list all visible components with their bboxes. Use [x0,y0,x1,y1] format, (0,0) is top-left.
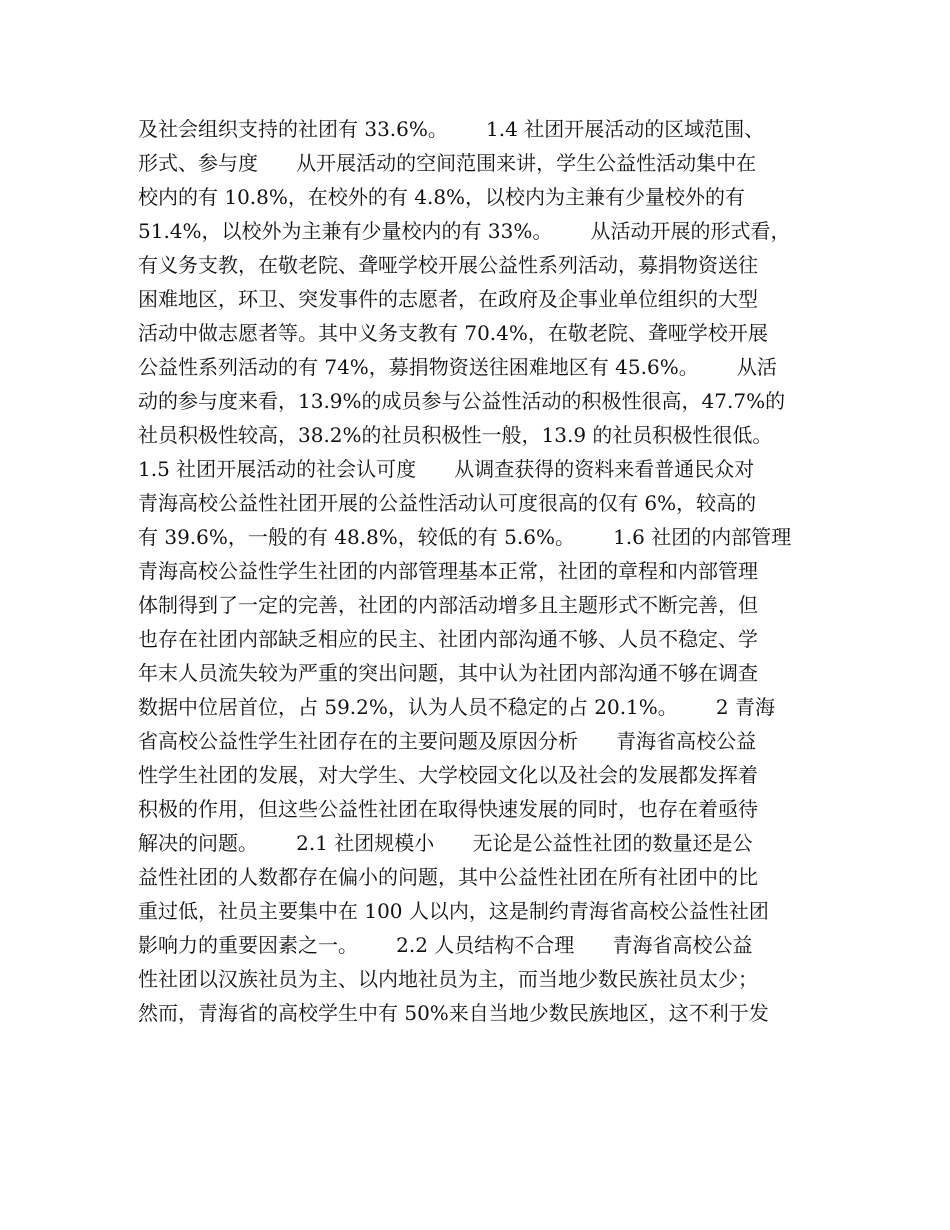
text-line: 动的参与度来看，13.9%的成员参与公益性活动的积极性很高，47.7%的 [138,389,786,413]
text-line: 重过低，社员主要集中在 100 人以内，这是制约青海省高校公益性社团 [138,899,769,923]
text-line: 青海高校公益性学生社团的内部管理基本正常，社团的章程和内部管理 [138,559,758,583]
text-line: 1.5 社团开展活动的社会认可度 从调查获得的资料来看普通民众对 [138,457,755,481]
text-line: 体制得到了一定的完善，社团的内部活动增多且主题形式不断完善，但 [138,593,758,617]
text-line: 形式、参与度 从开展活动的空间范围来讲，学生公益性活动集中在 [138,151,757,175]
text-line: 省高校公益性学生社团存在的主要问题及原因分析 青海省高校公益 [138,729,757,753]
text-line: 公益性系列活动的有 74%，募捐物资送往困难地区有 45.6%。 从活 [138,355,777,379]
text-line: 青海高校公益性社团开展的公益性活动认可度很高的仅有 6%，较高的 [138,491,757,515]
text-line: 解决的问题。 2.1 社团规模小 无论是公益性社团的数量还是公 [138,831,753,855]
text-line: 影响力的重要因素之一。 2.2 人员结构不合理 青海省高校公益 [138,933,753,957]
text-line: 社员积极性较高，38.2%的社员积极性一般，13.9 的社员积极性很低。 [138,423,773,447]
text-line: 数据中位居首位，占 59.2%，认为人员不稳定的占 20.1%。 2 青海 [138,695,776,719]
text-line: 51.4%，以校外为主兼有少量校内的有 33%。 从活动开展的形式看， [138,219,791,243]
text-line: 年末人员流失较为严重的突出问题，其中认为社团内部沟通不够在调查 [138,661,758,685]
text-line: 益性社团的人数都存在偏小的问题，其中公益性社团在所有社团中的比 [138,865,758,889]
text-line: 然而，青海省的高校学生中有 50%来自当地少数民族地区，这不利于发 [138,1001,769,1025]
text-line: 性社团以汉族社员为主、以内地社员为主，而当地少数民族社员太少； [138,967,758,991]
text-line: 困难地区，环卫、突发事件的志愿者，在政府及企事业单位组织的大型 [138,287,758,311]
text-line: 有义务支教，在敬老院、聋哑学校开展公益性系列活动，募捐物资送往 [138,253,758,277]
text-line: 校内的有 10.8%，在校外的有 4.8%，以校内为主兼有少量校外的有 [138,185,746,209]
text-line: 及社会组织支持的社团有 33.6%。 1.4 社团开展活动的区域范围、 [138,117,765,141]
text-line: 性学生社团的发展，对大学生、大学校园文化以及社会的发展都发挥着 [138,763,758,787]
text-line: 也存在社团内部缺乏相应的民主、社团内部沟通不够、人员不稳定、学 [138,627,758,651]
text-line: 活动中做志愿者等。其中义务支教有 70.4%，在敬老院、聋哑学校开展 [138,321,768,345]
text-line: 有 39.6%，一般的有 48.8%，较低的有 5.6%。 1.6 社团的内部管理 [138,525,792,549]
body-text [138,112,828,1030]
text-line: 积极的作用，但这些公益性社团在取得快速发展的同时，也存在着亟待 [138,797,758,821]
